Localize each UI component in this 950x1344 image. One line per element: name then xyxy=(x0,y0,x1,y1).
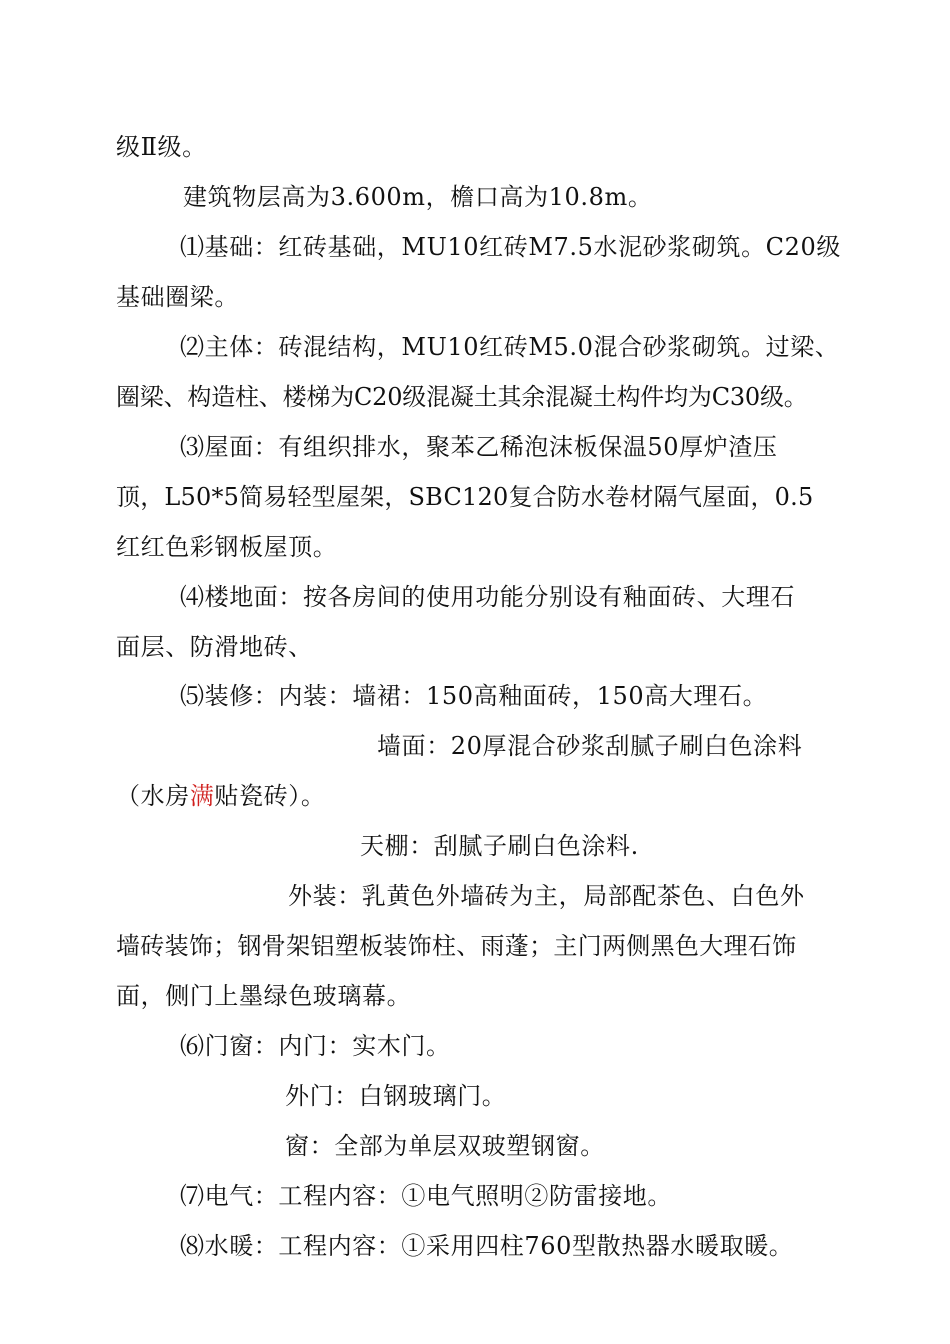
text-line: 级Ⅱ级。 xyxy=(116,133,207,161)
text-line: 基础圈梁。 xyxy=(116,283,239,311)
text-line: ⑴基础：红砖基础，MU10红砖M7.5水泥砂浆砌筑。C20级 xyxy=(180,233,841,261)
text-line: ⑶屋面：有组织排水，聚苯乙稀泡沫板保温50厚炉渣压 xyxy=(180,433,778,461)
text-line: 天棚：刮腻子刷白色涂料. xyxy=(360,832,639,860)
text-line: ⑵主体：砖混结构，MU10红砖M5.0混合砂浆砌筑。过梁、 xyxy=(180,333,840,361)
text-line: 红红色彩钢板屋顶。 xyxy=(116,533,338,561)
text-line-highlight: （水房满贴瓷砖）。 xyxy=(116,782,326,810)
text-line: 面层、防滑地砖、 xyxy=(116,633,313,661)
text-line: 面，侧门上墨绿色玻璃幕。 xyxy=(116,982,412,1010)
text-line: 圈梁、构造柱、楼梯为C20级混凝土其余混凝土构件均为C30级。 xyxy=(116,383,808,411)
text-line: 窗：全部为单层双玻塑钢窗。 xyxy=(285,1132,605,1160)
text-line: ⑻水暖：工程内容：①采用四柱760型散热器水暖取暖。 xyxy=(180,1232,794,1260)
text-line: 外门：白钢玻璃门。 xyxy=(285,1082,507,1110)
text-line: ⑹门窗：内门：实木门。 xyxy=(180,1032,451,1060)
text-line: 顶，L50*5简易轻型屋架，SBC120复合防水卷材隔气屋面，0.5 xyxy=(116,483,814,511)
text-line: 建筑物层高为3.600m，檐口高为10.8m。 xyxy=(183,183,653,211)
text-line: 墙面：20厚混合砂浆刮腻子刷白色涂料 xyxy=(377,732,803,760)
text-line: 墙砖装饰；钢骨架铝塑板装饰柱、雨蓬；主门两侧黑色大理石饰 xyxy=(116,932,797,960)
text-line: 外装：乳黄色外墙砖为主，局部配茶色、白色外 xyxy=(288,882,805,910)
highlighted-char: 满 xyxy=(189,782,215,810)
text-line: ⑺电气：工程内容：①电气照明②防雷接地。 xyxy=(180,1182,672,1210)
text-line: ⑷楼地面：按各房间的使用功能分别设有釉面砖、大理石 xyxy=(180,583,795,611)
text-line: ⑸装修：内装：墙裙：150高釉面砖，150高大理石。 xyxy=(180,682,768,710)
